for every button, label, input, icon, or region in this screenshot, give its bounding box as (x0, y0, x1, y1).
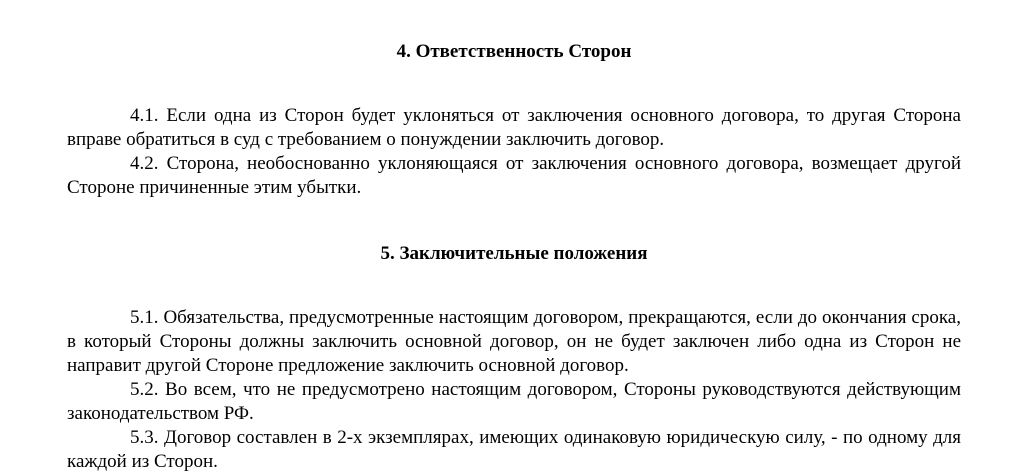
clause-5-3: 5.3. Договор составлен в 2-х экземплярах, имеющих одинаковую юридическую силу, - по одному для каждой из Сторон. (67, 427, 961, 472)
section-5-title: 5. Заключительные положения (380, 243, 648, 264)
clause-4-2: 4.2. Сторона, необоснованно уклоняющаяся от заключения основного договора, возмещает другой Стороне причиненные этим убытки. (67, 153, 961, 198)
clause-5-2: 5.2. Во всем, что не предусмотрено настоящим договором, Стороны руководствуются действующим законодательством РФ. (67, 379, 961, 424)
clause-5-1: 5.1. Обязательства, предусмотренные настоящим договором, прекращаются, если до окончания срока, в который Стороны должны заключить основной договор, он не будет заключен либо одна из Сторон не направит другой Стороне предложение заключить основной договор. (67, 307, 961, 376)
section-4-title: 4. Ответственность Сторон (396, 41, 632, 62)
clause-4-1: 4.1. Если одна из Сторон будет уклоняться от заключения основного договора, то другая Сторона вправе обратиться в суд с требованием о понуждении заключить договор. (67, 105, 961, 150)
document-page (67, 0, 961, 474)
